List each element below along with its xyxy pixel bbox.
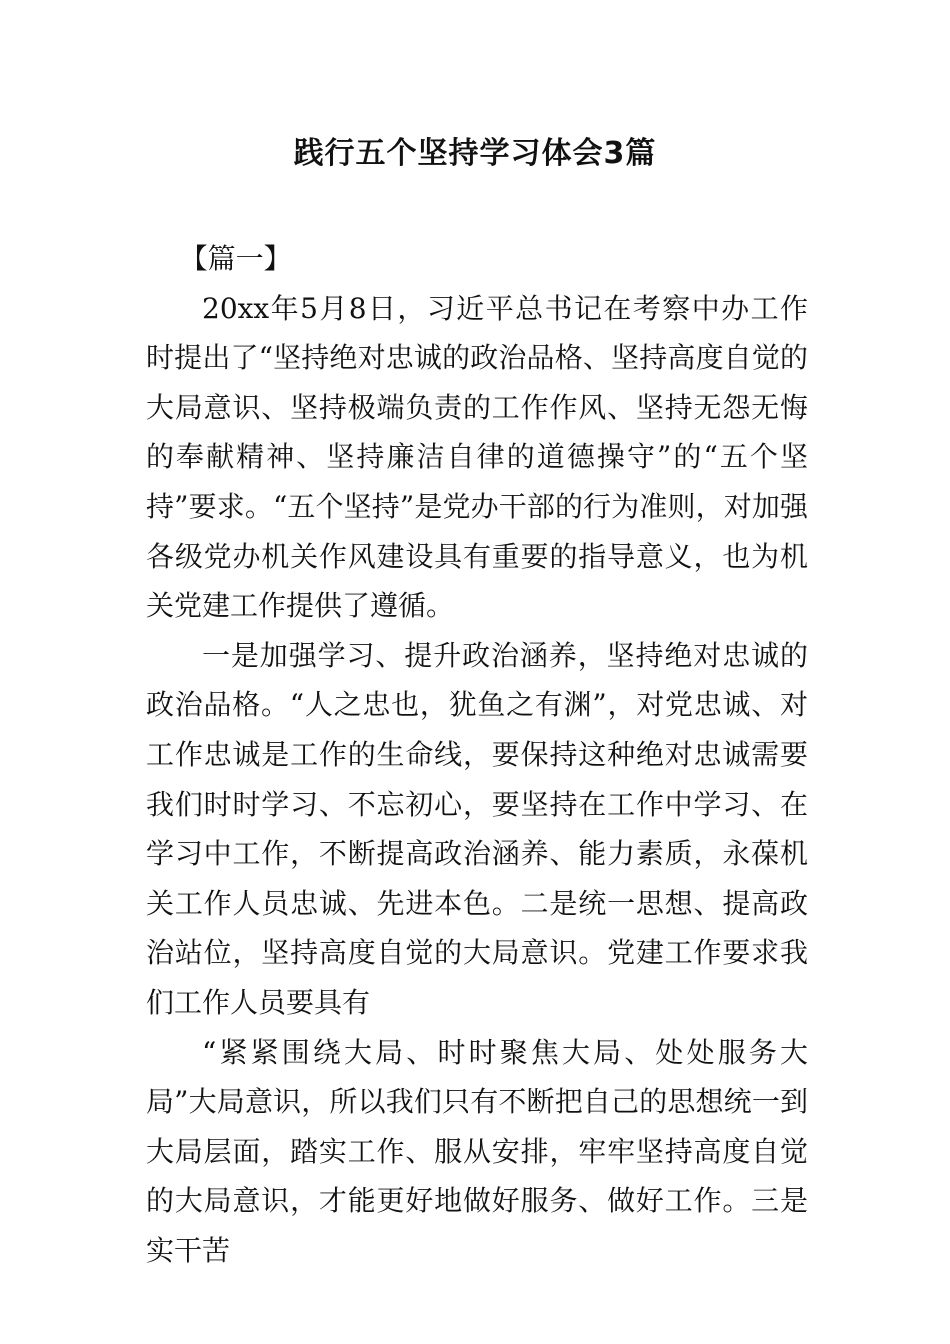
- section-label: 【篇一】: [179, 242, 292, 275]
- document-body: [146, 234, 808, 1275]
- paragraph-2: 一是加强学习、提升政治涵养，坚持绝对忠诚的政治品格。“人之忠也，犹鱼之有渊”，对党忠诚、对工作忠诚是工作的生命线，要保持这种绝对忠诚需要我们时时学习、不忘初心，要坚持在工作中学习、在学习中工作，不断提高政治涵养、能力素质，永葆机关工作人员忠诚、先进本色。二是统一思想、提高政治站位，坚持高度自觉的大局意识。党建工作要求我们工作人员要具有: [146, 638, 808, 1019]
- paragraph-1: 20xx年5月8日，习近平总书记在考察中办工作时提出了“坚持绝对忠诚的政治品格、坚持高度自觉的大局意识、坚持极端负责的工作作风、坚持无怨无悔的奉献精神、坚持廉洁自律的道德操守”的“五个坚持”要求。“五个坚持”是党办干部的行为准则，对加强各级党办机关作风建设具有重要的指导意义，也为机关党建工作提供了遵循。: [146, 291, 808, 623]
- document-title: 践行五个坚持学习体会3篇: [293, 136, 657, 171]
- paragraph-3: “紧紧围绕大局、时时聚焦大局、处处服务大局”大局意识，所以我们只有不断把自己的思想统一到大局层面，踏实工作、服从安排，牢牢坚持高度自觉的大局意识，才能更好地做好服务、做好工作。三是实干苦: [146, 1035, 808, 1267]
